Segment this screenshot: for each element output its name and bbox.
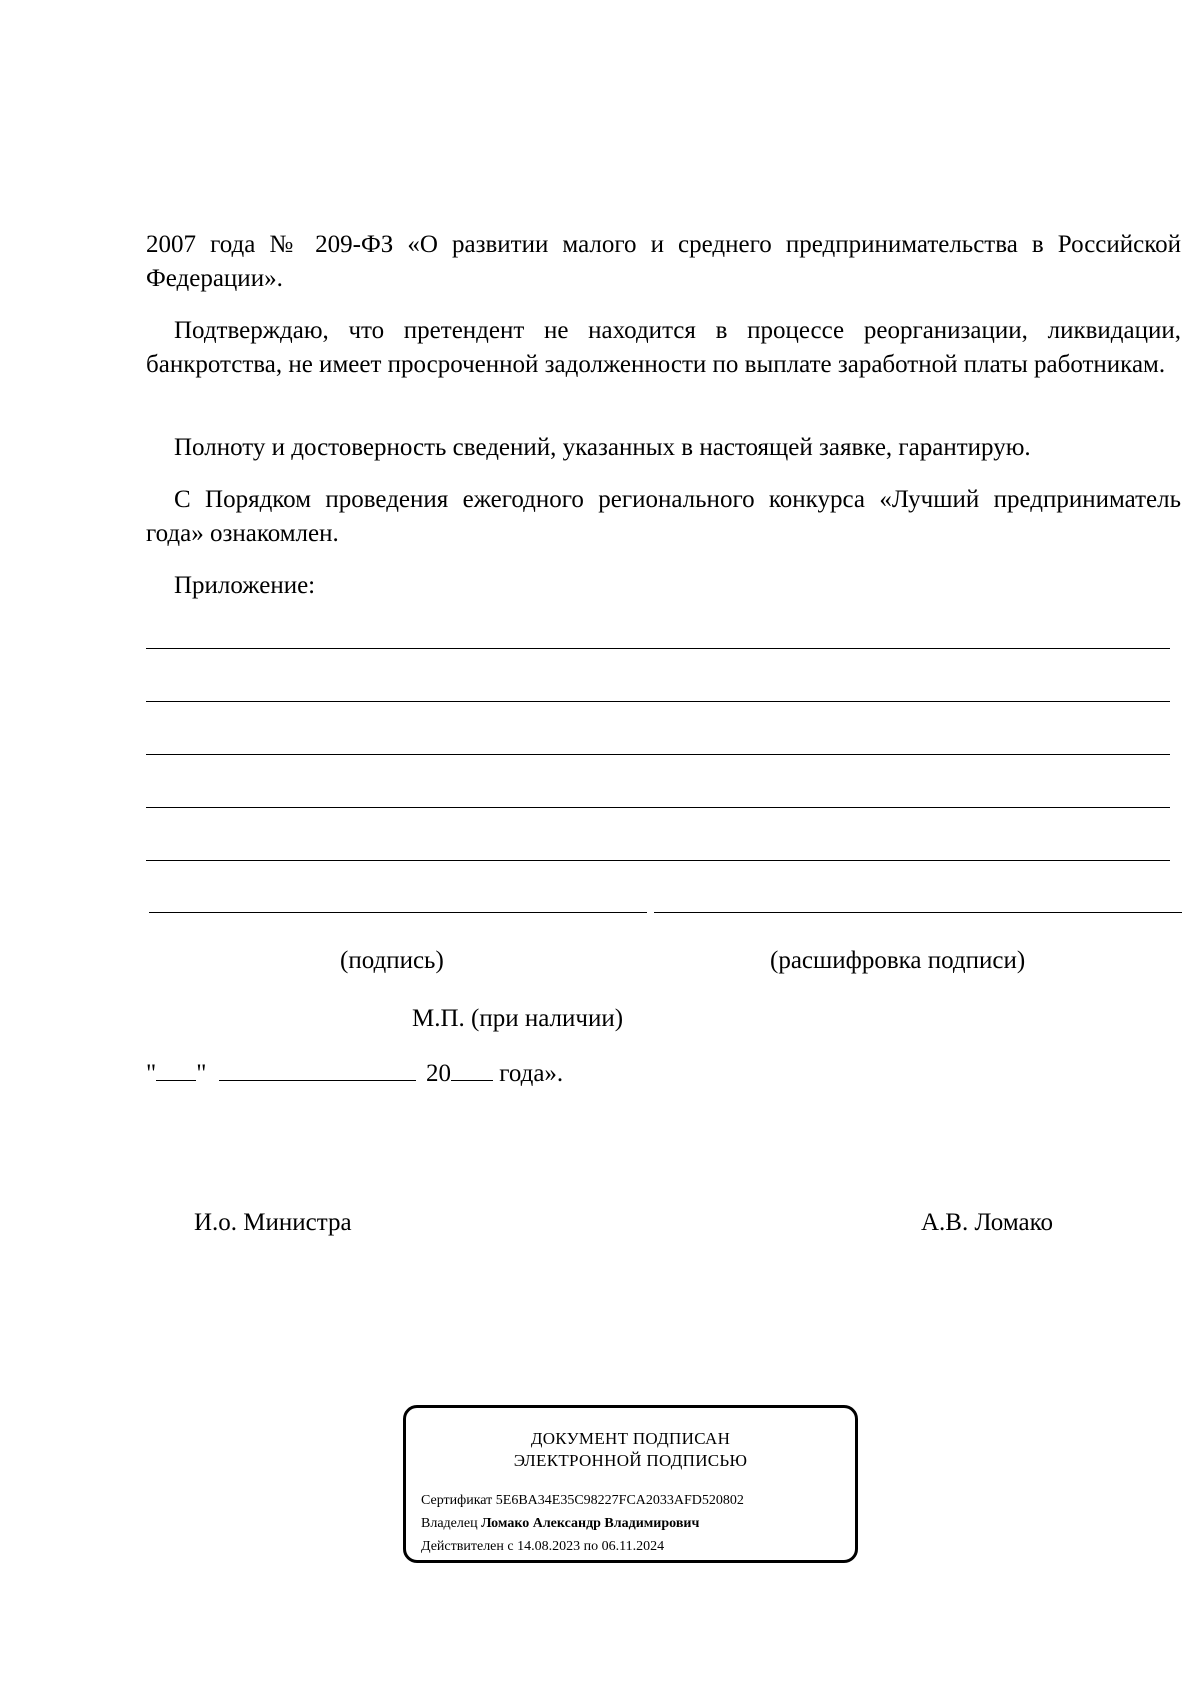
stamp-valid-to-prefix: по xyxy=(583,1539,599,1554)
appendix-label-text: Приложение: xyxy=(174,572,316,599)
signature-caption: (подпись) xyxy=(340,947,444,974)
signatory-name: А.В. Ломако xyxy=(921,1209,1053,1236)
stamp-certificate-value: 5E6BA34E35C98227FCA2033AFD520802 xyxy=(495,1493,744,1508)
stamp-valid-from: 14.08.2023 xyxy=(517,1539,581,1554)
paragraph-confirmation-text: Подтверждаю, что претендент не находится в процессе реорганизации, ликвидации, банкротства, не имеет просроченной задолженности по выплате заработной платы работникам. xyxy=(146,317,1181,378)
stamp-valid-label: Действителен xyxy=(421,1539,504,1554)
signature-transcript-caption: (расшифровка подписи) xyxy=(770,947,1026,974)
appendix-line-1 xyxy=(146,648,1170,649)
paragraph-law-reference xyxy=(146,228,1181,296)
signature-transcript-line xyxy=(654,912,1182,913)
paragraph-guarantee xyxy=(146,431,1181,465)
electronic-signature-stamp xyxy=(403,1405,858,1563)
stamp-certificate-label: Сертификат xyxy=(421,1493,493,1508)
stamp-title-line-2: ЭЛЕКТРОННОЙ ПОДПИСЬЮ xyxy=(513,1451,748,1470)
stamp-owner-label: Владелец xyxy=(421,1516,478,1531)
signatory-position: И.о. Министра xyxy=(194,1209,352,1236)
appendix-line-3 xyxy=(146,754,1170,755)
appendix-label xyxy=(146,569,1181,603)
date-day-blank xyxy=(156,1058,196,1081)
stamp-valid-from-prefix: с xyxy=(507,1539,514,1554)
paragraph-acknowledgement-text: С Порядком проведения ежегодного регионального конкурса «Лучший предприниматель года» ознакомлен. xyxy=(146,486,1181,547)
date-suffix: года». xyxy=(499,1060,564,1087)
stamp-title-line-1: ДОКУМЕНТ ПОДПИСАН xyxy=(530,1429,731,1448)
paragraph-law-reference-text: 2007 года № 209-ФЗ «О развитии малого и среднего предпринимательства в Российской Федерации». xyxy=(146,231,1181,292)
stamp-validity-row xyxy=(421,1538,664,1556)
seal-note: М.П. (при наличии) xyxy=(412,1005,624,1032)
paragraph-acknowledgement xyxy=(146,483,1181,551)
paragraph-confirmation xyxy=(146,314,1181,382)
appendix-line-4 xyxy=(146,807,1170,808)
date-close-quote: " xyxy=(196,1060,207,1087)
appendix-line-2 xyxy=(146,701,1170,702)
stamp-owner-value: Ломако Александр Владимирович xyxy=(481,1516,700,1531)
signature-line xyxy=(149,912,647,913)
date-year-blank xyxy=(451,1058,493,1081)
appendix-line-5 xyxy=(146,860,1170,861)
stamp-owner-row xyxy=(421,1515,699,1533)
stamp-certificate-row xyxy=(421,1492,744,1510)
date-open-quote: " xyxy=(146,1060,157,1087)
date-year-prefix: 20 xyxy=(425,1060,451,1087)
paragraph-guarantee-text: Полноту и достоверность сведений, указанных в настоящей заявке, гарантирую. xyxy=(174,434,1031,461)
stamp-valid-to: 06.11.2024 xyxy=(601,1539,665,1554)
date-line xyxy=(146,1058,563,1089)
date-month-blank xyxy=(219,1058,416,1081)
